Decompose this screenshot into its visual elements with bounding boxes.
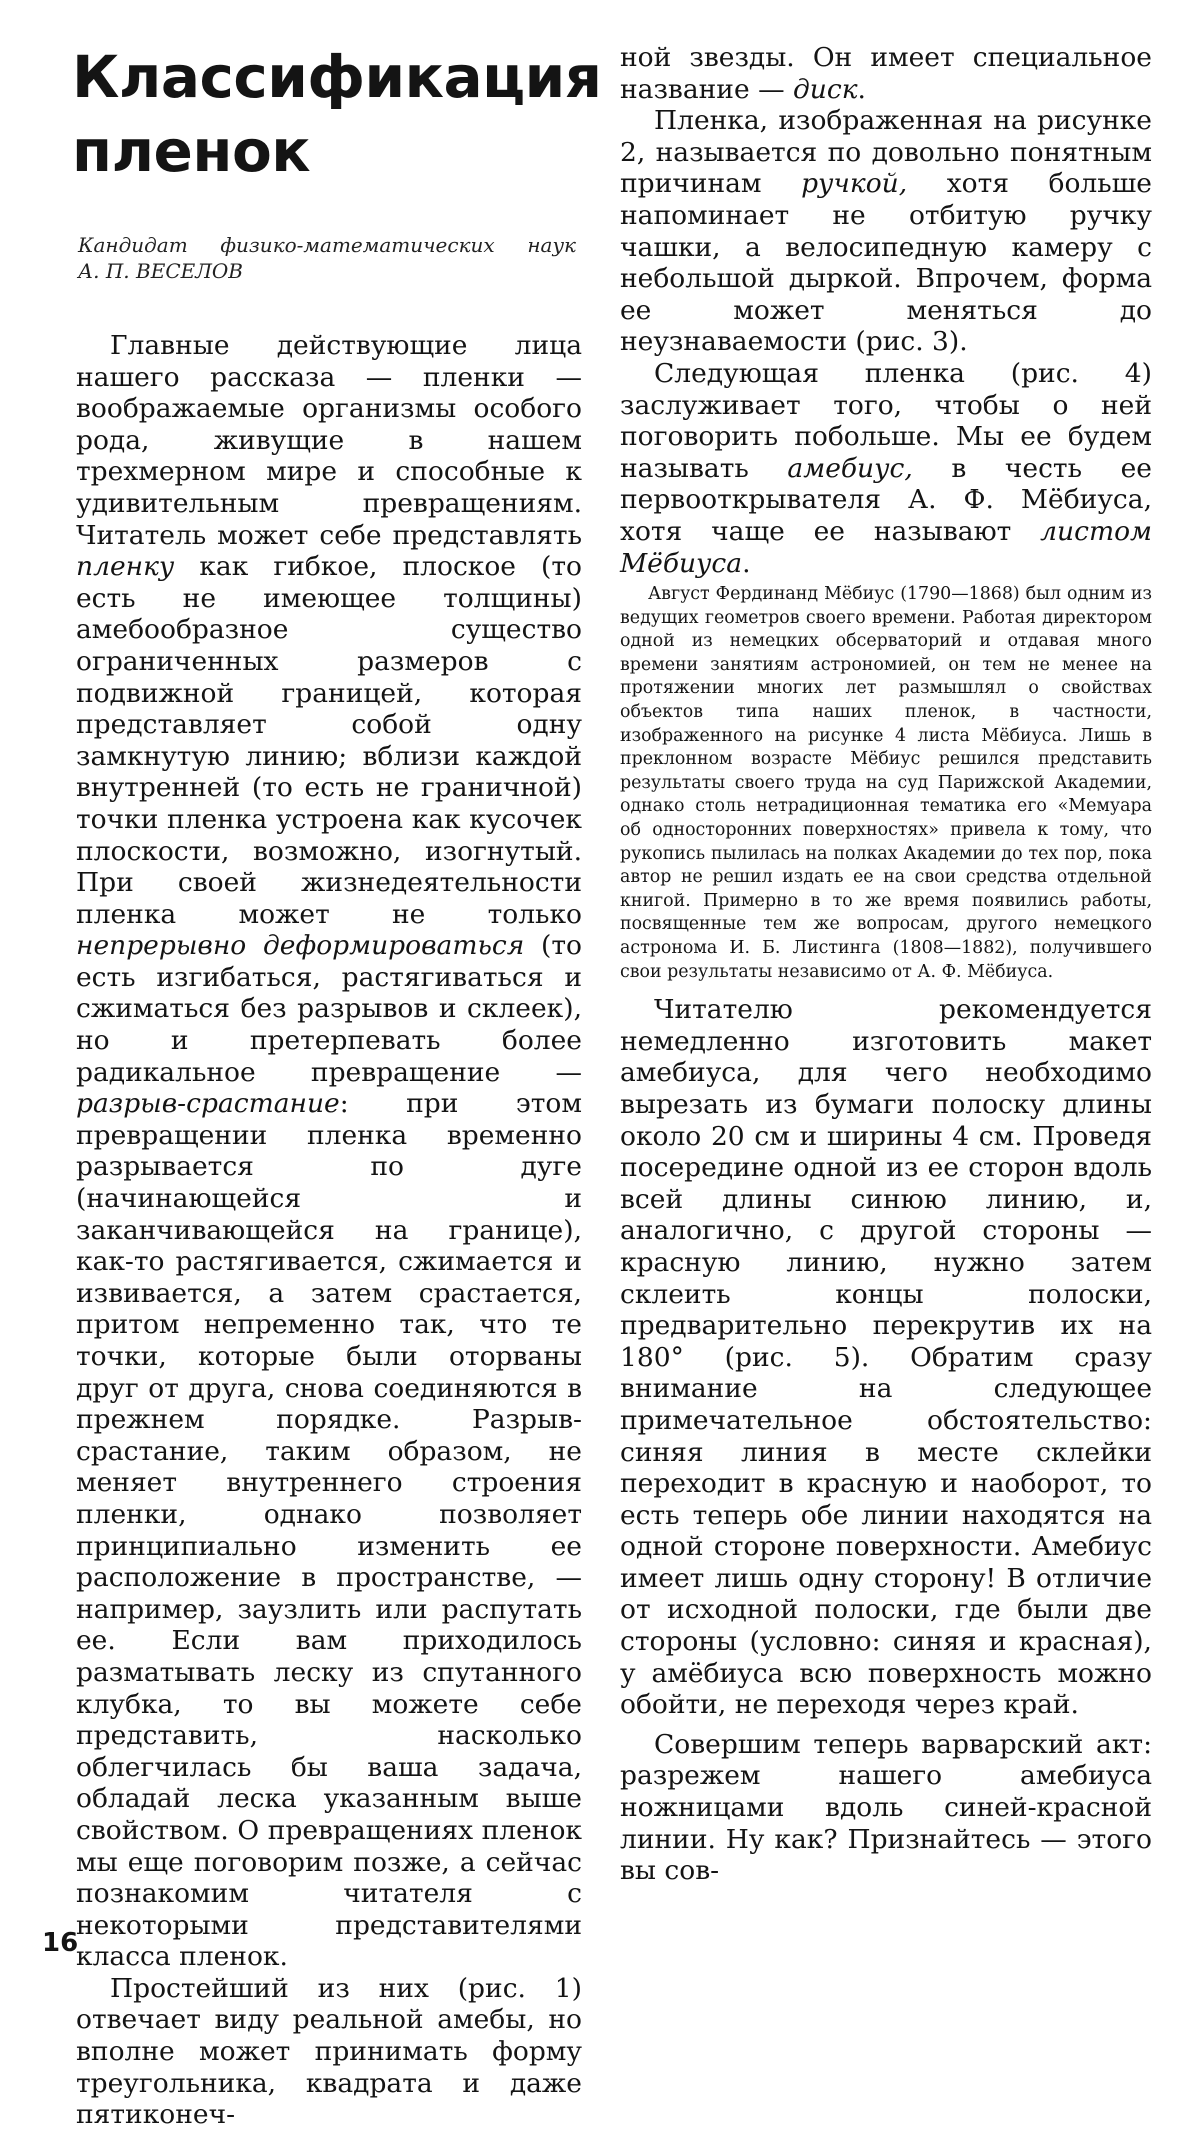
term-plenka: пленку	[76, 551, 175, 583]
paragraph-disk	[620, 42, 1152, 105]
text-run: Пленка, изображенная на рисунке 2, называется по довольно понятным причинам	[620, 105, 1152, 200]
right-column	[620, 42, 1152, 1887]
left-column	[76, 330, 582, 2131]
paragraph-cut: Совершим теперь варварский акт: разрежем нашего амебиуса ножницами вдоль синей-красной линии. Ну как? Признайтесь — этого вы сов-	[620, 1728, 1152, 1887]
paragraph-intro	[76, 330, 582, 1973]
paragraph-model: Читателю рекомендуется немедленно изготовить макет амебиуса, для чего необходимо вырезать из бумаги полоску длины около 20 см и ширины 4 см. Проведя посередине одной из ее сторон вдоль всей длины синюю линию, и, аналогично, с другой стороны — красную линию, нужно затем склеить концы полоски, предварительно перекрутив их на 180° (рис. 5). Обратим сразу внимание на следующее примечательное обстоятельство: синяя линия в месте склейки переходит в красную и наоборот, то есть теперь обе линии находятся на одной стороне поверхности. Амебиус имеет лишь одну сторону! В отличие от исходной полоски, где были две стороны (условно: синяя и красная), у амёбиуса всю поверхность можно обойти, не переходя через край.	[620, 994, 1152, 1721]
author-degree: Кандидат физико-математических наук	[78, 233, 576, 257]
term-amebius: амебиус,	[787, 452, 913, 484]
text-run: (то есть изгибаться, растягиваться и сжиматься без разрывов и склеек), но и претерпевать более радикальное превращение —	[76, 930, 582, 1088]
biographical-note: Август Фердинанд Мёбиус (1790—1868) был одним из ведущих геометров своего времени. Работая директором одной из немецких обсерваторий и отдавая много времени занятиям астрономией, он тем не менее на протяжении многих лет размышлял о свойствах объектов типа наших пленок, в частности, изображенного на рисунке 4 листа Мёбиуса. Лишь в преклонном возрасте Мёбиус решился представить результаты своего труда на суд Парижской Академии, однако столь нетрадиционная тематика его «Мемуара об односторонних поверхностях» привела к тому, что рукопись пылилась на полках Академии до тех пор, пока автор не решил издать ее на свои средства отдельной книгой. Примерно в то же время появились работы, посвященные тем же вопросам, другого немецкого астронома И. Б. Листинга (1808—1882), получившего свои результаты независимо от А. Ф. Мёбиуса.	[620, 584, 1152, 982]
text-run: Следующая пленка (рис. 4) заслуживает того, чтобы о ней поговорить побольше. Мы ее будем называть	[620, 357, 1152, 484]
author-name: А. П. ВЕСЕЛОВ	[78, 259, 243, 283]
text-run: как гибкое, плоское (то есть не имеющее толщины) амебообразное существо ограниченных размеров с подвижной границей, которая представляет собой одну замкнутую линию; вблизи каждой внутренней (то есть не граничной) точки пленка устроена как кусочек плоскости, возможно, изогнутый. При своей жизнедеятельности пленка может не только	[76, 551, 582, 930]
paragraph-simplest: Простейший из них (рис. 1) отвечает виду реальной амебы, но вполне может принимать форму треугольника, квадрата и даже пятиконеч-	[76, 1972, 582, 2131]
term-rupture-fusion: разрыв-срастание	[76, 1088, 340, 1120]
text-run: хотя больше напоминает не отбитую ручку чашки, а велосипедную камеру с небольшой дыркой. Впрочем, форма ее может меняться до неузнаваемости (рис. 3).	[620, 168, 1152, 358]
text-run: .	[857, 73, 866, 105]
article-title: Классификация пленок	[72, 43, 602, 185]
text-run: ной звезды. Он имеет специальное название —	[620, 42, 1152, 105]
author-byline	[78, 232, 576, 284]
text-run: в честь ее первооткрывателя А. Ф. Мёбиуса, хотя чаще ее называют	[620, 452, 1152, 547]
paragraph-amebius	[620, 358, 1152, 579]
term-handle: ручкой,	[801, 168, 908, 200]
term-deformation: непрерывно деформироваться	[76, 930, 525, 962]
text-run: .	[742, 547, 751, 579]
term-mobius-strip: листом Мёбиуса	[620, 515, 1152, 579]
page-number: 16	[42, 1928, 79, 1958]
paragraph-handle	[620, 105, 1152, 358]
text-run: Главные действующие лица нашего рассказа — пленки — воображаемые организмы особого рода, живущие в нашем трехмерном мире и способные к удивительным превращениям. Читатель может себе представлять	[76, 330, 582, 551]
term-disk: диск	[793, 73, 858, 105]
text-run: : при этом превращении пленка временно разрывается по дуге (начинающейся и заканчивающейся на границе), как-то растягивается, сжимается и извивается, а затем срастается, притом непременно так, что те точки, которые были оторваны друг от друга, снова соединяются в прежнем порядке. Разрыв-срастание, таким образом, не меняет внутреннего строения пленки, однако позволяет принципиально изменить ее расположение в пространстве, — например, заузлить или распутать ее. Если вам приходилось разматывать леску из спутанного клубка, то вы можете себе представить, насколько облегчилась бы ваша задача, обладай леска указанным выше свойством. О превращениях пленок мы еще поговорим позже, а сейчас познакомим читателя с некоторыми представителями класса пленок.	[76, 1088, 582, 1973]
paragraph-gap	[620, 1721, 1152, 1729]
